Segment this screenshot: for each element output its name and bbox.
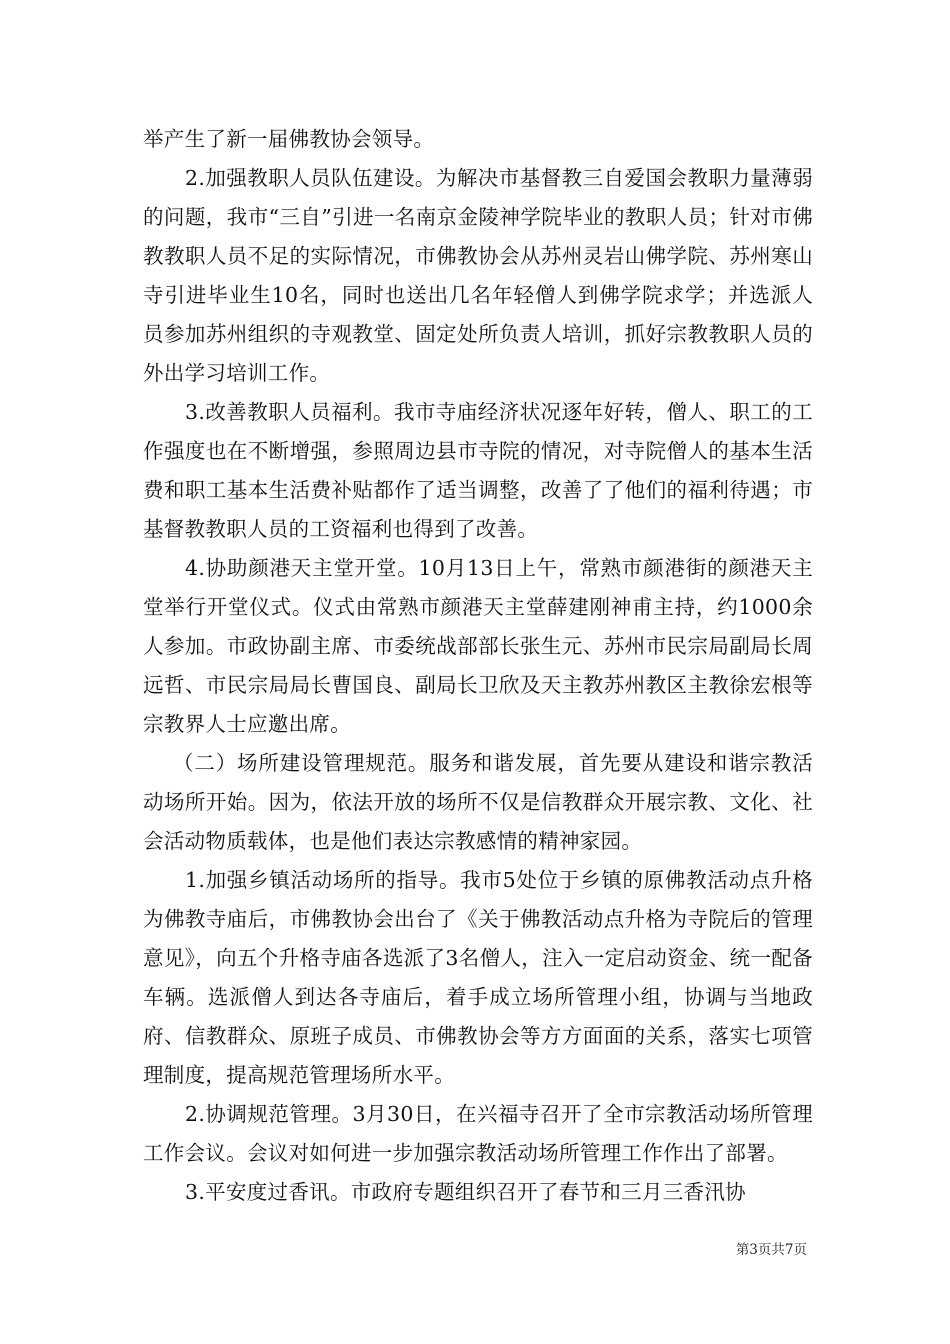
paragraph-management-meeting: 2.协调规范管理。3月30日，在兴福寺召开了全市宗教活动场所管理工作会议。会议对如何进一步加强宗教活动场所管理工作作出了部署。 [143,1102,813,1165]
paragraph-township-guidance: 1.加强乡镇活动场所的指导。我市5处位于乡镇的原佛教活动点升格为佛教寺庙后，市佛教协会出台了《关于佛教活动点升格为寺院后的管理意见》，向五个升格寺庙各选派了3名僧人，注入一定启动资金、统一配备车辆。选派僧人到达各寺庙后，着手成立场所管理小组，协调与当地政府、信教群众、原班子成员、市佛教协会等方方面面的关系，落实七项管理制度，提高规范管理场所水平。 [143,868,813,1087]
paragraph-staff-welfare: 3.改善教职人员福利。我市寺庙经济状况逐年好转，僧人、职工的工作强度也在不断增强，参照周边县市寺院的情况，对寺院僧人的基本生活费和职工基本生活费补贴都作了适当调整，改善了了他们的福利待遇；市基督教教职人员的工资福利也得到了改善。 [143,400,813,541]
paragraph-church-opening: 4.协助颜港天主堂开堂。10月13日上午，常熟市颜港街的颜港天主堂举行开堂仪式。仪式由常熟市颜港天主堂薛建刚神甫主持，约1000余人参加。市政协副主席、市委统战部部长张生元、苏州市民宗局副局长周远哲、市民宗局局长曹国良、副局长卫欣及天主教苏州教区主教徐宏根等宗教界人士应邀出席。 [143,556,813,736]
body-text [143,120,813,1212]
paragraph-staff-building: 2.加强教职人员队伍建设。为解决市基督教三自爱国会教职力量薄弱的问题，我市“三自”引进一名南京金陵神学院毕业的教职人员；针对市佛教教职人员不足的实际情况，市佛教协会从苏州灵岩山佛学院、苏州寒山寺引进毕业生10名，同时也送出几名年轻僧人到佛学院求学；并选派人员参加苏州组织的寺观教堂、固定处所负责人培训，抓好宗教教职人员的外出学习培训工作。 [143,166,813,385]
paragraph-incense-festival: 3.平安度过香讯。市政府专题组织召开了春节和三月三香汛协 [185,1180,746,1204]
page-number: 第3页共7页 [735,1242,807,1258]
paragraph-section-heading: （二）场所建设管理规范。服务和谐发展，首先要从建设和谐宗教活动场所开始。因为，依法开放的场所不仅是信教群众开展宗教、文化、社会活动物质载体，也是他们表达宗教感情的精神家园。 [143,751,813,853]
paragraph-continued: 举产生了新一届佛教协会领导。 [143,127,435,151]
